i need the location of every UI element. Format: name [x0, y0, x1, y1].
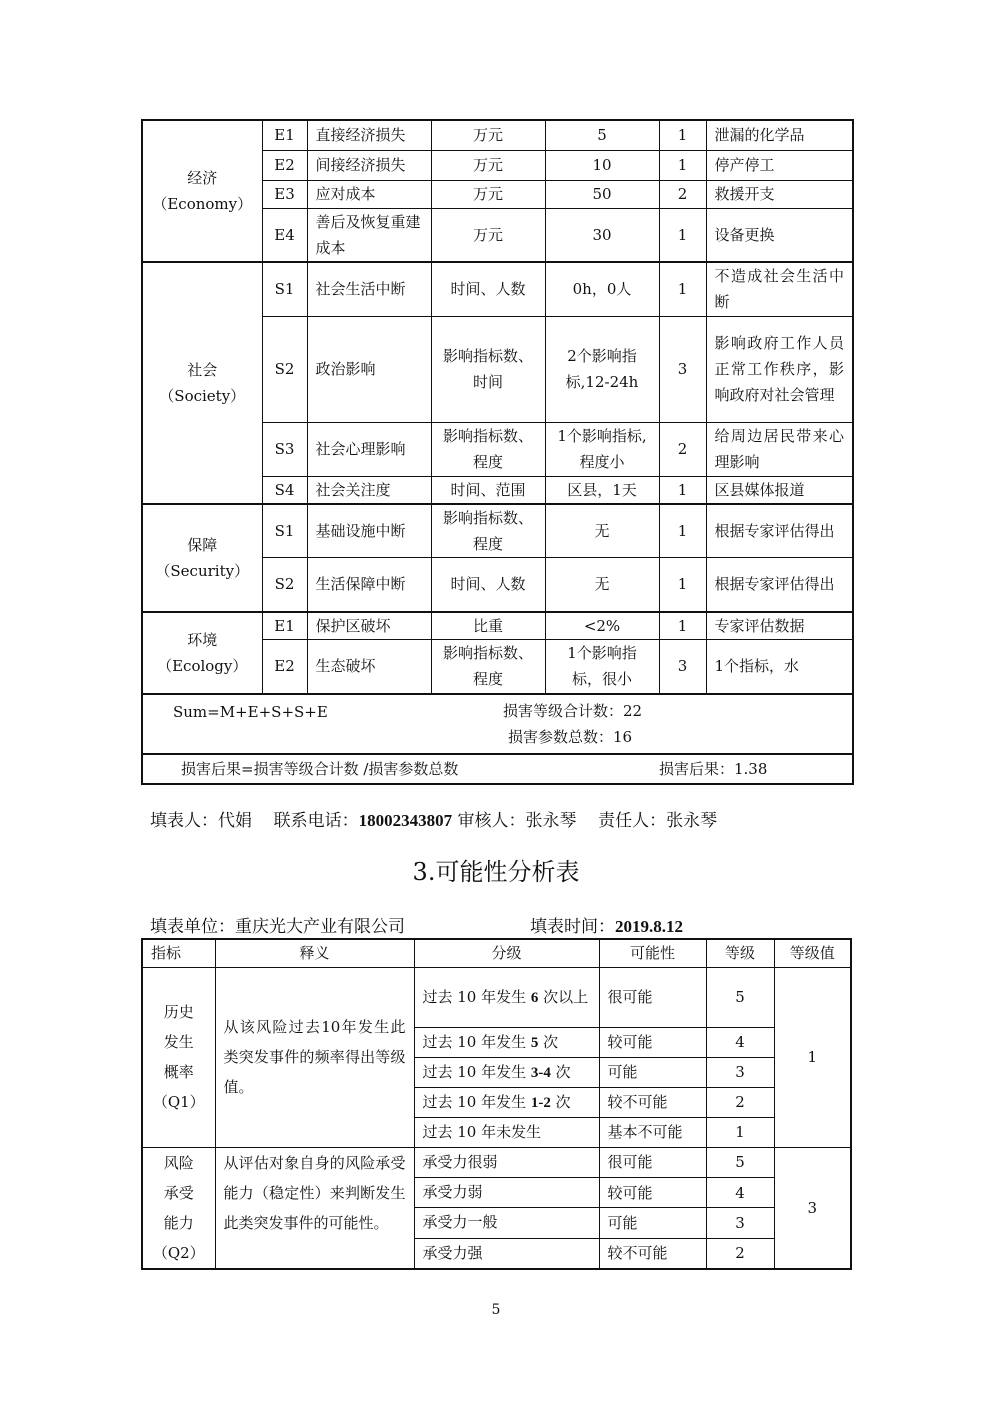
grading-cell	[414, 1117, 599, 1147]
category-name-en: （Ecology）	[157, 656, 248, 675]
unit-cell: 比重	[431, 612, 545, 640]
grading-text: 过去 10 年发生	[422, 1032, 531, 1051]
code-cell: S2	[262, 316, 307, 422]
item-name-cell: 政治影响	[307, 316, 431, 422]
note-cell: 不造成社会生活中断	[706, 262, 853, 316]
code-cell: S2	[262, 558, 307, 612]
table-row	[142, 1147, 851, 1177]
grade-cell: 1	[659, 208, 706, 262]
level-cell: 2	[706, 1238, 774, 1268]
code-cell: S1	[262, 262, 307, 316]
grade-cell: 1	[659, 612, 706, 640]
grading-suffix: 次	[550, 1062, 571, 1081]
header-level-value: 等级值	[774, 939, 851, 967]
likelihood-cell: 基本不可能	[599, 1117, 706, 1147]
level-cell: 3	[706, 1057, 774, 1087]
header-meaning: 释义	[215, 939, 414, 967]
grade-cell: 1	[659, 262, 706, 316]
indicator-line: 概率	[163, 1063, 194, 1081]
table-row	[142, 504, 853, 558]
category-name: 经济	[187, 169, 218, 187]
item-name-cell: 应对成本	[307, 180, 431, 208]
note-cell: 专家评估数据	[706, 612, 853, 640]
grade-cell: 1	[659, 558, 706, 612]
grading-count: 1-2	[530, 1094, 551, 1111]
item-name-cell: 直接经济损失	[307, 120, 431, 150]
note-cell: 1个指标，水	[706, 640, 853, 694]
value-cell: 1个影响指标，很小	[545, 640, 659, 694]
unit-cell: 万元	[431, 120, 545, 150]
note-cell: 根据专家评估得出	[706, 558, 853, 612]
grading-text: 承受力强	[422, 1243, 483, 1262]
phone-label: 联系电话：	[273, 811, 359, 831]
indicator-line: 发生	[163, 1033, 194, 1051]
grading-text: 承受力很弱	[422, 1152, 498, 1171]
note-cell: 泄漏的化学品	[706, 120, 853, 150]
indicator-cell	[142, 1147, 215, 1269]
table-row	[142, 612, 853, 640]
date-line	[530, 912, 683, 937]
unit-cell: 时间、人数	[431, 558, 545, 612]
unit-cell: 时间、范围	[431, 476, 545, 504]
grading-text: 过去 10 年发生	[422, 1092, 531, 1111]
value-cell: 2个影响指标,12-24h	[545, 316, 659, 422]
note-cell: 影响政府工作人员正常工作秩序，影响政府对社会管理	[706, 316, 853, 422]
level-cell: 4	[706, 1177, 774, 1207]
indicator-line: 历史	[163, 1003, 194, 1021]
header-likelihood: 可能性	[599, 939, 706, 967]
item-name-cell: 生活保障中断	[307, 558, 431, 612]
item-name-cell: 社会关注度	[307, 476, 431, 504]
likelihood-cell: 较可能	[599, 1177, 706, 1207]
item-name-cell: 社会生活中断	[307, 262, 431, 316]
item-name-cell: 保护区破坏	[307, 612, 431, 640]
indicator-line: （Q2）	[152, 1243, 205, 1262]
likelihood-cell: 可能	[599, 1057, 706, 1087]
table-row	[142, 967, 851, 1027]
filler: 填表人：代娟	[150, 811, 252, 831]
category-name-en: （Security）	[155, 561, 250, 580]
grading-text: 过去 10 年发生	[422, 987, 531, 1006]
sum-formula: Sum=M+E+S+S+E	[142, 694, 545, 754]
level-cell: 5	[706, 1147, 774, 1177]
meaning-cell: 从评估对象自身的风险承受能力（稳定性）来判断发生此类突发事件的可能性。	[215, 1147, 414, 1269]
grading-count: 5	[530, 1034, 539, 1051]
grade-cell: 1	[659, 504, 706, 558]
code-cell: E1	[262, 120, 307, 150]
unit-cell: 时间、人数	[431, 262, 545, 316]
grade-cell: 1	[659, 120, 706, 150]
value-cell: 区县，1天	[545, 476, 659, 504]
value-cell: 50	[545, 180, 659, 208]
grade-total: 损害等级合计数：22	[503, 701, 643, 720]
level-value-cell: 1	[774, 967, 851, 1147]
grading-cell	[414, 1177, 599, 1207]
grading-text: 承受力一般	[422, 1213, 498, 1232]
item-name-cell: 生态破坏	[307, 640, 431, 694]
responsible-person: 责任人：张永琴	[598, 811, 718, 831]
likelihood-cell: 很可能	[599, 1147, 706, 1177]
grading-suffix: 次	[538, 1032, 559, 1051]
grading-suffix: 次	[550, 1092, 571, 1111]
unit-label: 填表单位：重庆光大产业有限公司	[150, 917, 405, 937]
code-cell: S4	[262, 476, 307, 504]
grade-cell: 3	[659, 640, 706, 694]
code-cell: E2	[262, 640, 307, 694]
meaning-cell: 从该风险过去10年发生此类突发事件的频率得出等级值。	[215, 967, 414, 1147]
code-cell: E4	[262, 208, 307, 262]
value-cell: 30	[545, 208, 659, 262]
category-cell	[142, 504, 262, 612]
likelihood-cell: 较可能	[599, 1027, 706, 1057]
grading-cell	[414, 967, 599, 1027]
table-row	[142, 262, 853, 316]
note-cell: 救援开支	[706, 180, 853, 208]
level-cell: 4	[706, 1027, 774, 1057]
page-number: 5	[491, 1302, 501, 1318]
value-cell: 无	[545, 504, 659, 558]
grading-cell	[414, 1147, 599, 1177]
category-cell	[142, 612, 262, 694]
grading-cell	[414, 1208, 599, 1238]
unit-cell: 万元	[431, 150, 545, 180]
value-cell: 0h，0人	[545, 262, 659, 316]
loss-assessment-table	[141, 119, 854, 785]
code-cell: S3	[262, 422, 307, 476]
value-cell: 5	[545, 120, 659, 150]
likelihood-cell: 较不可能	[599, 1087, 706, 1117]
item-name-cell: 社会心理影响	[307, 422, 431, 476]
level-cell: 3	[706, 1208, 774, 1238]
indicator-line: 风险	[163, 1153, 194, 1172]
unit-cell: 万元	[431, 208, 545, 262]
date-value: 2019.8.12	[615, 917, 683, 936]
section-title: 3.可能性分析表	[412, 858, 580, 886]
grading-cell	[414, 1238, 599, 1268]
indicator-line: （Q1）	[152, 1093, 205, 1111]
grade-cell: 1	[659, 476, 706, 504]
category-cell	[142, 262, 262, 504]
result-row	[142, 754, 853, 784]
category-name-en: （Society）	[159, 386, 246, 405]
reviewer: 审核人：张永琴	[457, 811, 577, 831]
grade-cell: 1	[659, 150, 706, 180]
indicator-line: 能力	[163, 1213, 194, 1232]
category-name: 保障	[187, 535, 218, 554]
value-cell: 10	[545, 150, 659, 180]
category-cell	[142, 120, 262, 262]
value-cell: 无	[545, 558, 659, 612]
note-cell: 给周边居民带来心理影响	[706, 422, 853, 476]
grading-cell	[414, 1057, 599, 1087]
grading-count: 6	[530, 989, 539, 1006]
grading-text: 过去 10 年发生	[422, 1062, 531, 1081]
category-name: 社会	[187, 360, 218, 379]
category-name: 环境	[187, 630, 218, 649]
grading-suffix: 次以上	[538, 987, 589, 1006]
code-cell: S1	[262, 504, 307, 558]
header-indicator: 指标	[142, 939, 215, 967]
indicator-line: 承受	[163, 1183, 194, 1202]
level-value-cell: 3	[774, 1147, 851, 1269]
header-grading: 分级	[414, 939, 599, 967]
possibility-analysis-table	[141, 938, 852, 1270]
likelihood-cell: 很可能	[599, 967, 706, 1027]
note-cell: 根据专家评估得出	[706, 504, 853, 558]
unit-cell: 影响指标数、程度	[431, 422, 545, 476]
code-cell: E2	[262, 150, 307, 180]
signature-line	[150, 806, 717, 831]
note-cell: 区县媒体报道	[706, 476, 853, 504]
code-cell: E1	[262, 612, 307, 640]
indicator-cell	[142, 967, 215, 1147]
grading-cell	[414, 1087, 599, 1117]
note-cell: 设备更换	[706, 208, 853, 262]
unit-cell: 影响指标数、程度	[431, 640, 545, 694]
level-cell: 5	[706, 967, 774, 1027]
grading-count: 3-4	[530, 1064, 551, 1081]
sum-row	[142, 694, 853, 754]
item-name-cell: 间接经济损失	[307, 150, 431, 180]
table-row	[142, 120, 853, 150]
date-label: 填表时间：	[530, 917, 615, 937]
header-level: 等级	[706, 939, 774, 967]
unit-cell: 影响指标数、程度	[431, 504, 545, 558]
grade-cell: 3	[659, 316, 706, 422]
sum-totals	[503, 694, 853, 754]
result-formula: 损害后果=损害等级合计数 /损害参数总数	[142, 754, 659, 784]
code-cell: E3	[262, 180, 307, 208]
likelihood-cell: 可能	[599, 1208, 706, 1238]
note-cell: 停产停工	[706, 150, 853, 180]
item-name-cell: 基础设施中断	[307, 504, 431, 558]
grading-text: 承受力弱	[422, 1183, 483, 1202]
level-cell: 2	[706, 1087, 774, 1117]
category-name-en: （Economy）	[152, 195, 253, 213]
unit-cell: 影响指标数、时间	[431, 316, 545, 422]
level-cell: 1	[706, 1117, 774, 1147]
item-name-cell: 善后及恢复重建成本	[307, 208, 431, 262]
value-cell: 1个影响指标,程度小	[545, 422, 659, 476]
value-cell: <2%	[545, 612, 659, 640]
grading-text: 过去 10 年未发生	[422, 1122, 542, 1141]
header-row	[142, 939, 851, 967]
likelihood-cell: 较不可能	[599, 1238, 706, 1268]
grading-cell	[414, 1027, 599, 1057]
result-value: 损害后果：1.38	[659, 754, 853, 784]
grade-cell: 2	[659, 422, 706, 476]
param-total: 损害参数总数：16	[508, 727, 633, 746]
unit-cell: 万元	[431, 180, 545, 208]
grade-cell: 2	[659, 180, 706, 208]
phone-number: 18002343807	[358, 811, 453, 830]
